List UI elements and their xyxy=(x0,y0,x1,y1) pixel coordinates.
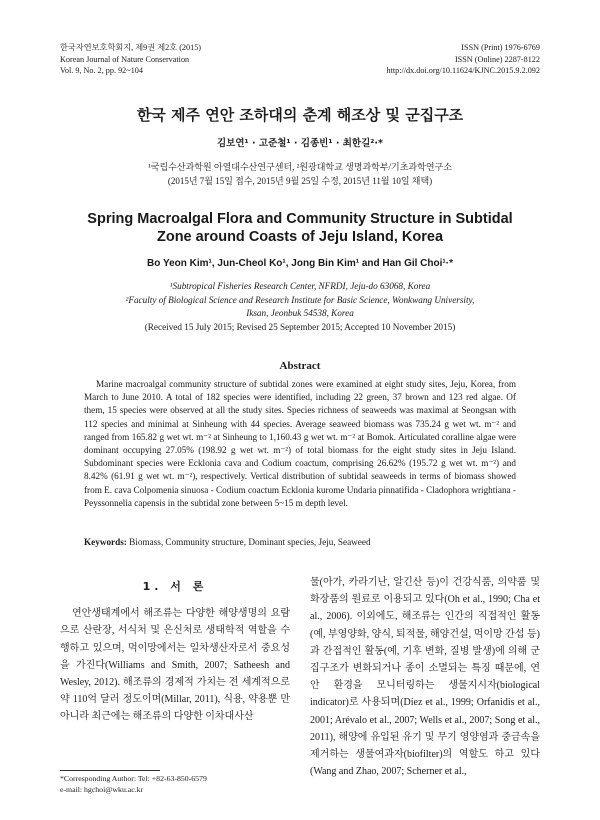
intro-paragraph-left: 연안생태계에서 해조류는 다양한 해양생명의 요람으로 산란장, 서식처 및 은신처로 생태학적 역할을 수행하고 있으며, 먹이망에서는 일차생산자로서 중요성을 가진다(Williams and Smith, 2007; Satheesh and Wesley, 2012). 해조류의 경제적 가치는 전 세계적으로 약 110억 달러 정도이며(Millar, 2011), 식용, 약용뿐 만 아니라 최근에는 해조류의 다양한 이차대사산 xyxy=(60,608,290,723)
journal-name-korean: 한국자연보호학회지, 제9권 제2호 (2015) xyxy=(60,43,202,52)
korean-dates: (2015년 7월 15일 접수, 2015년 9월 25일 수정, 2015년 11월 10일 채택) xyxy=(167,176,433,186)
issn-online: ISSN (Online) 2287-8122 xyxy=(454,54,540,64)
english-dates: (Received 15 July 2015; Revised 25 September 2015; Accepted 10 November 2015) xyxy=(144,321,456,332)
korean-title: 한국 제주 연안 조하대의 춘계 해조상 및 군집구조 xyxy=(136,106,464,124)
keywords-label: Keywords: xyxy=(84,537,127,547)
footnote-divider xyxy=(60,770,160,771)
abstract-heading: Abstract xyxy=(279,360,321,372)
keywords-text: Biomass, Community structure, Dominant species, Jeju, Seaweed xyxy=(126,537,371,547)
corresponding-author: *Corresponding Author: Tel: +82-63-850-6579 xyxy=(60,774,207,783)
journal-header-left xyxy=(60,42,201,77)
abstract-body xyxy=(84,378,516,510)
keywords xyxy=(84,537,516,547)
korean-affiliation xyxy=(0,160,600,188)
english-authors: Bo Yeon Kim¹, Jun-Cheol Ko¹, Jong Bin Kim¹ and Han Gil Choi¹·* xyxy=(147,258,453,269)
english-title-line2: Zone around Coasts of Jeju Island, Korea xyxy=(156,229,444,245)
doi-link[interactable]: http://dx.doi.org/10.11624/KJNC.2015.9.2.092 xyxy=(386,66,540,75)
english-affiliation-3: Iksan, Jeonbuk 54538, Korea xyxy=(246,308,354,318)
journal-name-english: Korean Journal of Nature Conservation xyxy=(60,54,190,64)
author-email[interactable]: e-mail: hgchoi@wku.ac.kr xyxy=(60,784,144,794)
korean-authors: 김보연¹ · 고준철¹ · 김종빈¹ · 최한길²·* xyxy=(216,138,384,149)
section-heading-introduction: 1. 서 론 xyxy=(142,580,208,593)
issn-print: ISSN (Print) 1976-6769 xyxy=(461,43,540,52)
english-title xyxy=(0,210,600,246)
intro-paragraph-right: 물(아가, 카라기난, 알긴산 등)이 건강식품, 의약품 및 화장품의 원료로 이용되고 있다(Oh et al., 1990; Cha et al., 2006). 이외에도, 해조류는 인간의 직접적인 활동(예, 부영양화, 양식, 퇴적물, 해양건설, 먹이망 간섭 등)과 간접적인 활동(예, 기후 변화, 질병 발생)에 의해 군집구조가 변화되거나 종이 소멸되는 특징 때문에, 연안 환경을 모니터링하는 생물지시자(biological indicator)로 사용되며(Díez et al., 1999; Orfanidis et al., 2001; Arévalo et al., 2007; Wells et al., 2007; Song et al., 2011), 해양에 유입된 유기 및 무기 영양염과 중금속을 제거하는 생물여과자(biofilter)의 역할도 하고 있다(Wang and Zhao, 2007; Scherner et al., xyxy=(310,577,540,778)
body-column-left xyxy=(60,570,290,726)
body-column-right xyxy=(310,574,540,780)
english-affiliation-1: ¹Subtropical Fisheries Research Center, NFRDI, Jeju-do 63068, Korea xyxy=(169,281,431,291)
abstract-text: Marine macroalgal community structure of subtidal zones were examined at eight study sites, Jeju, Korea, from March to June 2010. A total of 182 species were identified, including 22 green, 37 brown and 123 red algae. Of them, 15 species were observed at all the study sites. Species richness of seaweeds was maximal at Seongsan with 112 species and minimal at Sinheung with 44 species. Average seaweed biomass was 735.24 g wet wt. m⁻² and ranged from 165.82 g wet wt. m⁻² at Sinheung to 1,160.43 g wet wt. m⁻² at Bomok. Articulated coralline algae were dominant occupying 27.05% (198.92 g wet wt. m⁻²) of total biomass for the eight study sites in Jeju Island. Subdominant species were Ecklonia cava and Codium coactum, comprising 26.62% (195.72 g wet wt. m⁻²) and 8.42% (61.91 g wet wt. m⁻²), respectively. Vertical distribution of subtidal seaweeds in terms of biomass showed from E. cava Colpomenia sinuosa - Codium coactum Ecklonia kurome Undaria pinnatifida - Cladophora wrightiana - Peyssonnelia capensis in the subtidal zone between 5~15 m depth level. xyxy=(84,379,516,508)
english-affiliation-2: ²Faculty of Biological Science and Research Institute for Basic Science, Wonkwang University, xyxy=(125,294,475,305)
korean-affiliation-line: ¹국립수산과학원 아열대수산연구센터, ²원광대학교 생명과학부/기초과학연구소 xyxy=(148,162,452,172)
volume-info: Vol. 9, No. 2, pp. 92~104 xyxy=(60,66,143,75)
english-affiliation xyxy=(0,280,600,334)
journal-header-right xyxy=(386,42,540,77)
english-title-line1: Spring Macroalgal Flora and Community Structure in Subtidal xyxy=(87,211,513,227)
footnote xyxy=(60,774,207,795)
